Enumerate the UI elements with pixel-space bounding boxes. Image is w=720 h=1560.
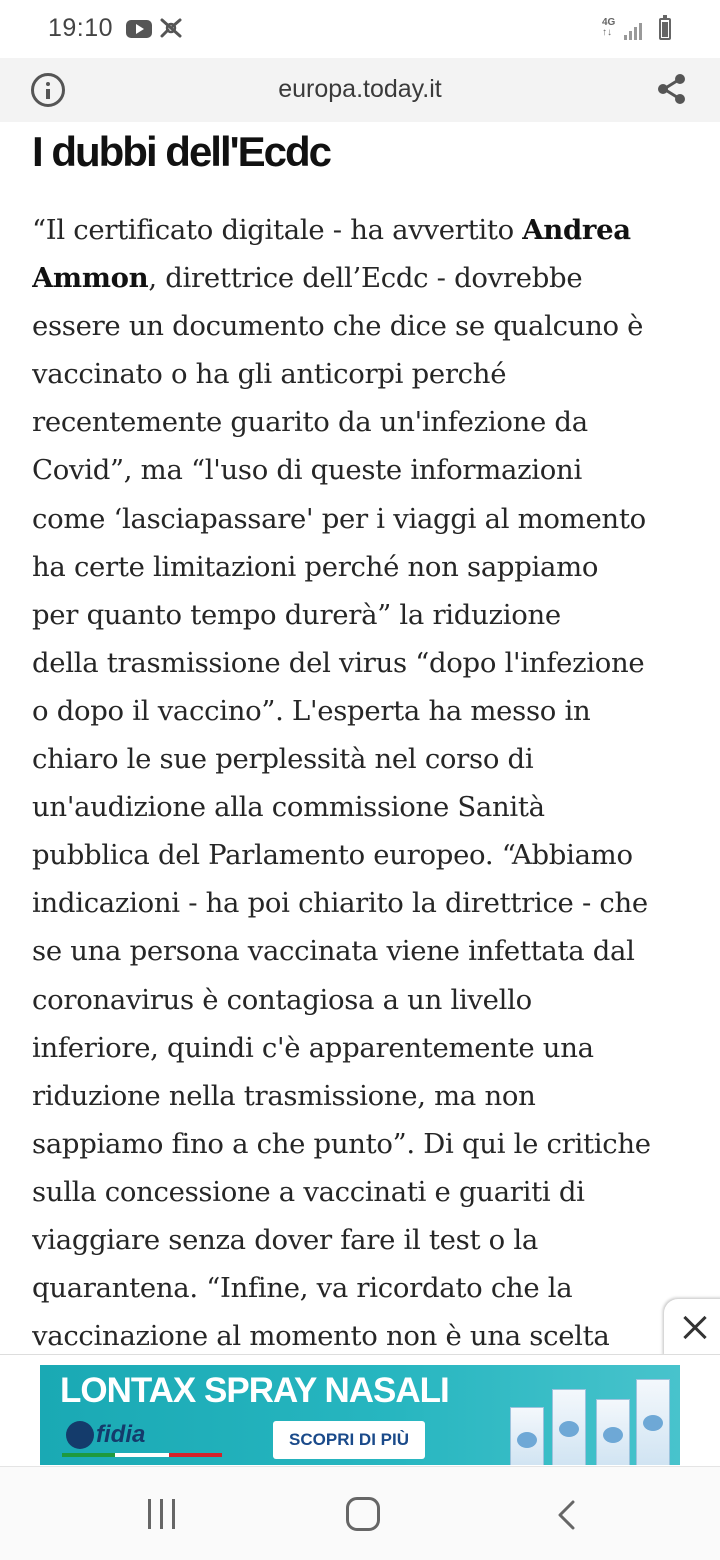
- article-line: un'audizione alla commissione Sanità: [32, 791, 545, 824]
- article-line: chiaro le sue perplessità nel corso di: [32, 743, 534, 776]
- article-heading: I dubbi dell'Ecdc: [32, 128, 331, 175]
- article-line: inferiore, quindi c'è apparentemente una: [32, 1031, 594, 1064]
- article: [32, 122, 692, 1354]
- game-controller-icon: [158, 15, 184, 48]
- article-line: sulla concessione a vaccinati e guariti di: [32, 1175, 585, 1208]
- status-time: 19:10: [48, 14, 114, 42]
- article-line: vaccinato o ha gli anticorpi perché: [32, 358, 507, 391]
- ad-title: LONTAX SPRAY NASALI: [60, 1371, 449, 1410]
- article-line: coronavirus è contagiosa a un livello: [32, 983, 532, 1016]
- bold-name: Andrea: [522, 214, 631, 246]
- article-line: quarantena. “Infine, va ricordato che la: [32, 1272, 573, 1305]
- article-line: recentemente guarito da un'infezione da: [32, 406, 588, 439]
- bold-name: Ammon: [32, 262, 149, 295]
- article-line: come ‘lasciapassare' per i viaggi al momento: [32, 502, 646, 535]
- browser-url-bar: [0, 58, 720, 122]
- network-activity: ↑↓: [602, 27, 612, 38]
- back-icon[interactable]: [556, 1500, 576, 1530]
- url-text[interactable]: europa.today.it: [278, 75, 442, 103]
- article-line: [32, 206, 692, 254]
- ad-cta-button[interactable]: SCOPRI DI PIÙ: [273, 1421, 425, 1459]
- fidia-logo-icon: [66, 1421, 94, 1449]
- ad-product-image: [500, 1371, 678, 1465]
- youtube-icon: [126, 20, 152, 38]
- network-type: 4G: [602, 17, 616, 28]
- ad-brand: fidia: [96, 1421, 146, 1448]
- article-line: pubblica del Parlamento europeo. “Abbiamo: [32, 839, 633, 872]
- article-line: ha certe limitazioni perché non sappiamo: [32, 550, 599, 583]
- article-line: sappiamo fino a che punto”. Di qui le critiche: [32, 1127, 651, 1160]
- article-line: viaggiare senza dover fare il test o la: [32, 1223, 538, 1256]
- home-icon[interactable]: [346, 1497, 380, 1531]
- battery-icon: [659, 18, 671, 40]
- network-4g-icon: [602, 18, 615, 38]
- article-line: indicazioni - ha poi chiarito la direttrice - che: [32, 887, 648, 920]
- article-line: se una persona vaccinata viene infettata dal: [32, 935, 635, 968]
- status-bar: [0, 0, 720, 58]
- article-line: della trasmissione del virus “dopo l'infezione: [32, 646, 645, 679]
- product-box: [636, 1379, 670, 1465]
- article-line: Covid”, ma “l'uso di queste informazioni: [32, 454, 582, 487]
- article-line: per quanto tempo durerà” la riduzione: [32, 598, 561, 631]
- text-segment: “Il certificato digitale - ha avvertito: [32, 214, 523, 246]
- close-icon[interactable]: [664, 1299, 720, 1357]
- article-line: o dopo il vaccino”. L'esperta ha messo in: [32, 694, 591, 727]
- product-box: [596, 1399, 630, 1465]
- text-segment: , direttrice dell’Ecdc - dovrebbe: [148, 262, 583, 295]
- signal-icon: [624, 20, 648, 40]
- article-line: [32, 254, 692, 302]
- ad-area: [0, 1354, 720, 1466]
- recent-apps-icon[interactable]: [146, 1499, 178, 1529]
- share-icon[interactable]: [656, 72, 688, 106]
- product-box: [552, 1389, 586, 1465]
- article-line: riduzione nella trasmissione, ma non: [32, 1079, 536, 1112]
- ad-banner[interactable]: [40, 1365, 680, 1465]
- navigation-bar: [0, 1466, 720, 1560]
- article-line: essere un documento che dice se qualcuno è: [32, 310, 644, 343]
- article-body: [32, 206, 692, 1354]
- article-line: vaccinazione al momento non è una scelta: [32, 1320, 610, 1353]
- product-box: [510, 1407, 544, 1465]
- italian-flag-stripe: [62, 1453, 222, 1457]
